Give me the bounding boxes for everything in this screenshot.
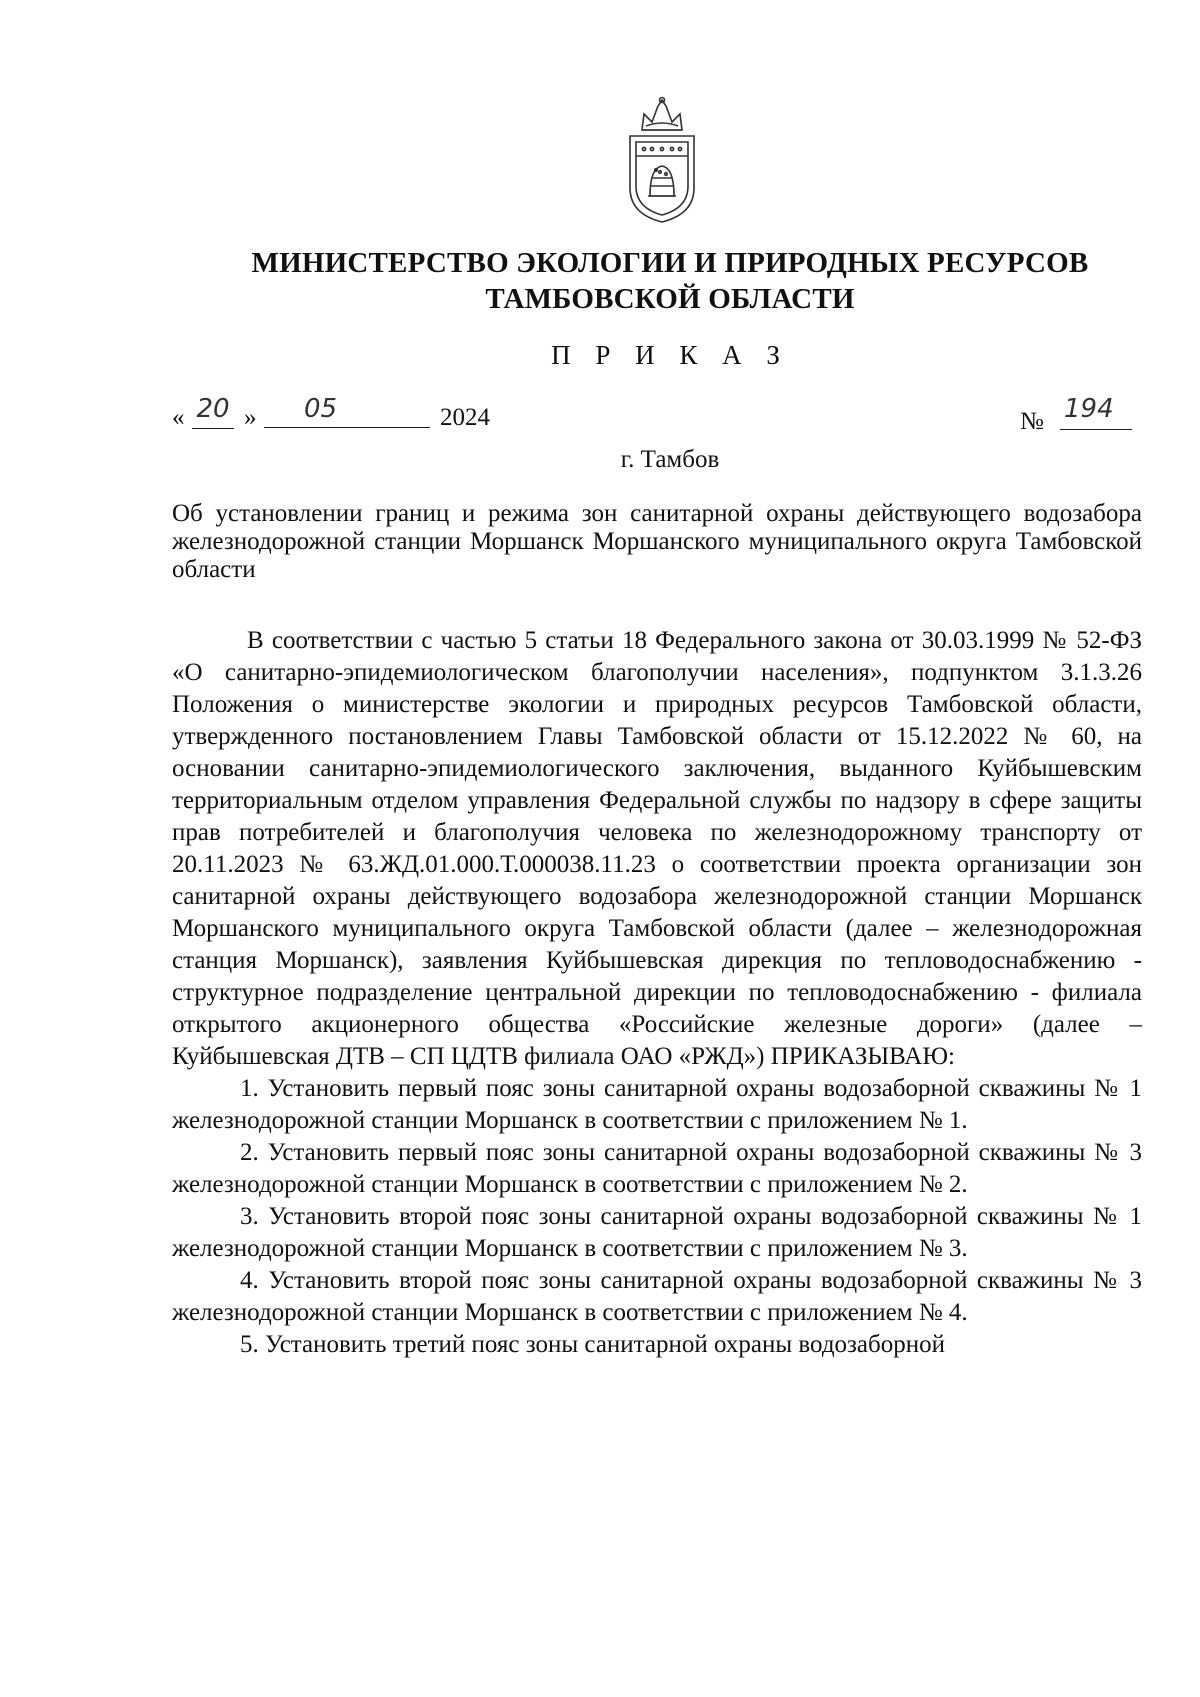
- order-item-1: 1. Установить первый пояс зоны санитарной охраны водозаборной скважины № 1 железнодорожной станции Моршанск в соответствии с приложением № 1.: [172, 1075, 1142, 1134]
- order-body: [172, 625, 1142, 1361]
- order-number-handwritten: 194: [1060, 394, 1132, 430]
- order-item-5: 5. Установить третий пояс зоны санитарной охраны водозаборной: [240, 1331, 945, 1358]
- ministry-name-line-1: МИНИСТЕРСТВО ЭКОЛОГИИ И ПРИРОДНЫХ РЕСУРСОВ: [251, 247, 1089, 279]
- document-type-title: П Р И К А З: [551, 340, 789, 370]
- date-day-handwritten: 20: [192, 394, 234, 429]
- order-number: [1020, 394, 1160, 438]
- city-line: г. Тамбов: [620, 446, 720, 473]
- coat-of-arms-icon: [620, 96, 704, 226]
- order-subject: Об установлении границ и режима зон санитарной охраны действующего водозабора железнодорожной станции Моршанск Моршанского муниципального округа Тамбовской области: [172, 500, 1142, 583]
- order-item-3: 3. Установить второй пояс зоны санитарной охраны водозаборной скважины № 1 железнодорожной станции Моршанск в соответствии с приложением № 3.: [172, 1203, 1142, 1262]
- order-item-4: 4. Установить второй пояс зоны санитарной охраны водозаборной скважины № 3 железнодорожной станции Моршанск в соответствии с приложением № 4.: [172, 1267, 1142, 1326]
- date-quote-close: »: [244, 404, 257, 431]
- preamble-paragraph: В соответствии с частью 5 статьи 18 Федерального закона от 30.03.1999 № 52-ФЗ «О санитарно-эпидемиологическом благополучии населения», подпунктом 3.1.3.26 Положения о министерстве экологии и природных ресурсов Тамбовской области, утвержденного постановлением Главы Тамбовской области от 15.12.2022 № 60, на основании санитарно-эпидемиологического заключения, выданного Куйбышевским территориальным отделом управления Федеральной службы по надзору в сфере защиты прав потребителей и благополучия человека по железнодорожному транспорту от 20.11.2023 № 63.ЖД.01.000.Т.000038.11.23 о соответствии проекта организации зон санитарной охраны действующего водозабора железнодорожной станции Моршанск Моршанского муниципального округа Тамбовской области (далее – железнодорожная станция Моршанск), заявления Куйбышевская дирекция по тепловодоснабжению - структурное подразделение центральной дирекции по тепловодоснабжению - филиала открытого акционерного общества «Российские железные дороги» (далее – Куйбышевская ДТВ – СП ЦДТВ филиала ОАО «РЖД») ПРИКАЗЫВАЮ:: [172, 627, 1142, 1070]
- date-year: 2024: [440, 404, 490, 431]
- number-sign: №: [1020, 408, 1044, 435]
- date-month-handwritten: 05: [264, 394, 430, 428]
- date-quote-open: «: [172, 404, 185, 431]
- order-item-2: 2. Установить первый пояс зоны санитарной охраны водозаборной скважины № 3 железнодорожной станции Моршанск в соответствии с приложением № 2.: [172, 1139, 1142, 1198]
- ministry-name-line-2: ТАМБОВСКОЙ ОБЛАСТИ: [485, 283, 855, 315]
- order-date: [172, 394, 632, 438]
